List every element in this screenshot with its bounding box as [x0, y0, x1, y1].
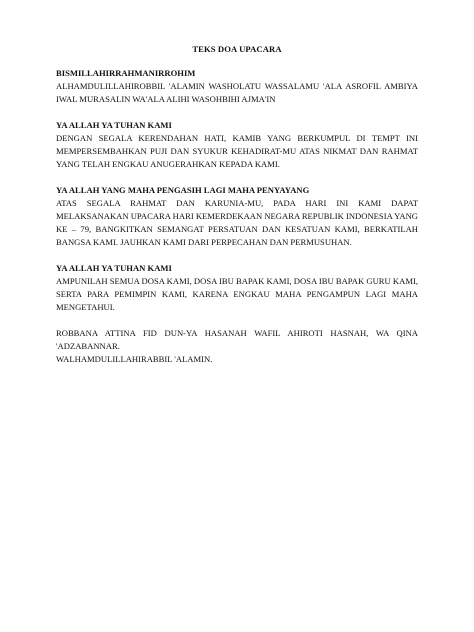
section-ya-allah-2: [56, 262, 418, 314]
section-heading: YA ALLAH YANG MAHA PENGASIH LAGI MAHA PENYAYANG: [56, 185, 310, 195]
document-title: TEKS DOA UPACARA: [192, 44, 282, 54]
document-body: [56, 67, 418, 366]
section-heading: YA ALLAH YA TUHAN KAMI: [56, 263, 172, 273]
section-paragraph: DENGAN SEGALA KERENDAHAN HATI, KAMIB YANG BERKUMPUL DI TEMPT INI MEMPERSEMBAHKAN PUJI DAN SYUKUR KEHADIRAT-MU ATAS NIKMAT DAN RAHMAT YANG TELAH ENGKAU ANUGERAHKAN KEPADA KAMI.: [56, 133, 418, 169]
section-paragraph: ALHAMDULILLAHIROBBIL 'ALAMIN WASHOLATU WASSALAMU 'ALA ASROFIL AMBIYA IWAL MURASALIN WA'ALA ALIHI WASOHBIHI AJMA'IN: [56, 81, 418, 104]
closing-line-robbana: ROBBANA ATTINA FID DUN-YA HASANAH WAFIL AHIROTI HASNAH, WA QINA 'ADZABANNAR.: [56, 328, 418, 351]
section-ya-allah-1: [56, 119, 418, 171]
section-heading: BISMILLAHIRRAHMANIRROHIM: [56, 68, 196, 78]
section-paragraph: AMPUNILAH SEMUA DOSA KAMI, DOSA IBU BAPAK KAMI, DOSA IBU BAPAK GURU KAMI, SERTA PARA PEMIMPIN KAMI, KARENA ENGKAU MAHA PENGAMPUN LAGI MAHA MENGETAHUI.: [56, 276, 418, 312]
section-bismillah: [56, 67, 418, 106]
closing-line-walhamdulillah: WALHAMDULILLAHIRABBIL 'ALAMIN.: [56, 354, 213, 364]
section-paragraph: ATAS SEGALA RAHMAT DAN KARUNIA-MU, PADA HARI INI KAMI DAPAT MELAKSANAKAN UPACARA HARI KEMERDEKAAN NEGARA REPUBLIK INDONESIA YANG KE – 79, BANGKITKAN SEMANGAT PERSATUAN DAN KESATUAN KAMI, BERKATILAH BANGSA KAMI. JAUHKAN KAMI DARI PERPECAHAN DAN PERMUSUHAN.: [56, 198, 418, 247]
section-heading: YA ALLAH YA TUHAN KAMI: [56, 120, 172, 130]
section-maha-pengasih: [56, 184, 418, 249]
closing-prayer: [56, 327, 418, 366]
